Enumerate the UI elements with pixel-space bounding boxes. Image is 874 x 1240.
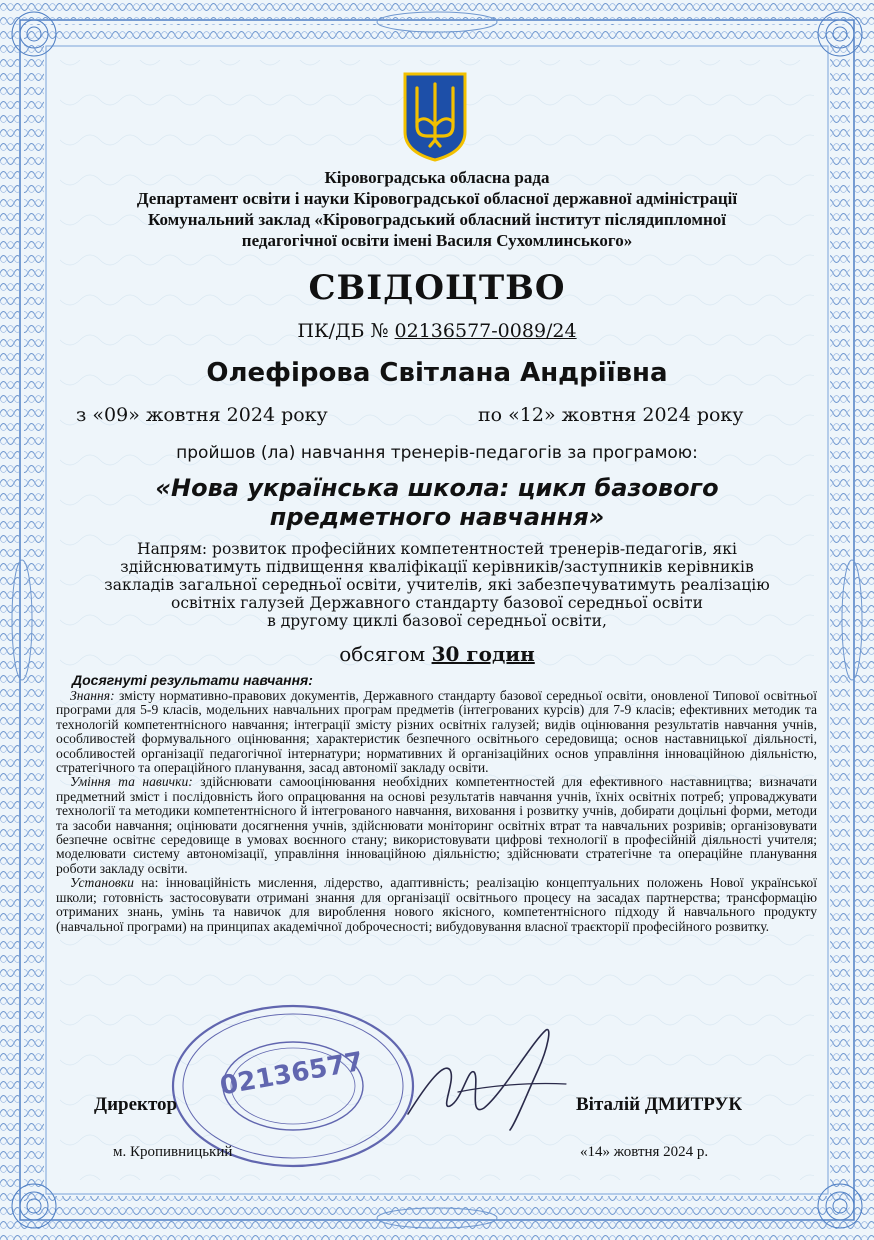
results-heading: Досягнуті результати навчання: <box>72 672 313 688</box>
issuer-line-4: педагогічної освіти імені Василя Сухомлинського» <box>241 231 633 250</box>
signatory-name: Віталій ДМИТРУК <box>576 1094 743 1115</box>
direction-line-2: здійснюватимуть підвищення кваліфікації керівників/заступників керівників <box>120 558 754 576</box>
knowledge-text: змісту нормативно-правових документів, Державного стандарту базової середньої освіти, оновленої Типової освітньої програми для 5-9 класів, модельних навчальних програм предметів (інтегрованих курсів) для 7-9 класів; ефективних методик та технологій компетентнісного навчання; інтеграції змісту різних освітніх галузей; видів оцінювання результатів навчання учнів, особливостей формувального оцінювання; характеристик безпечного освітнього середовища; основ наставницької діяльності, особливостей організації педагогічної інтернатури; нормативних й організаційних основ управління інноваційною діяльністю, стратегічного та операційного планування, засад автономії закладу освіти. <box>56 688 817 776</box>
attitudes-text: на: інноваційність мислення, лідерство, адаптивність; реалізацію концептуальних положень Нової української школи; готовність застосовувати отримані знання для організації освітнього процесу на засадах партнерства; трансформацію отриманих знань, умінь та навичок для вироблення нового якісного, компетентнісного підходу й навчального продукту (навчальної програми) на принципах академічної доброчесності; вибудовування власної траєкторії професійного розвитку. <box>56 875 817 934</box>
skills-label: Уміння та навички: <box>70 774 193 790</box>
attitudes-label: Установки <box>70 875 134 891</box>
director-signature <box>398 1022 578 1137</box>
program-title-line-2: предметного навчання» <box>269 503 605 531</box>
certificate-number <box>0 320 874 342</box>
direction-line-4: освітніх галузей Державного стандарту базової середньої освіти <box>171 594 703 612</box>
results-body <box>56 689 817 934</box>
course-volume <box>0 642 874 666</box>
issue-date: «14» жовтня 2024 р. <box>580 1144 709 1160</box>
issuer-line-2: Департамент освіти і науки Кіровоградської обласної державної адміністрації <box>136 189 738 208</box>
stamp-number: 02136577 <box>217 1046 366 1102</box>
direction-line-3: закладів загальної середньої освіти, учителів, які забезпечуватимуть реалізацію <box>104 576 770 594</box>
period-to: по «12» жовтня 2024 року <box>478 404 744 426</box>
attitudes-paragraph <box>56 876 817 934</box>
issuer-line-1: Кіровоградська обласна рада <box>324 168 550 187</box>
skills-paragraph <box>56 775 817 876</box>
issuer-line-3: Комунальний заклад «Кіровоградський обласний інститут післядипломної <box>148 210 726 229</box>
skills-text: здійснювати самооцінювання необхідних компетентностей для ефективного наставництва; визначати предметний зміст і послідовність його опрацювання на основі результатів навчання учнів, їхніх освітніх потреб; упроваджувати технології та методики компетентнісного й інтегрованого навчання, виховання і розвитку учнів, добирати доцільні форми, методи та засоби навчання; оцінювати досягнення учнів, здійснювати моніторинг освітніх втрат та навчальних розривів; організовувати безпечне освітнє середовище в умовах воєнного стану; використовувати цифрові технології в професійній діяльності учителя; моделювати систему автономізації, управління інноваційною діяльністю; здійснювати стратегічне та операційне планування роботи закладу освіти. <box>56 774 817 876</box>
passed-training-text: пройшов (ла) навчання тренерів-педагогів за програмою: <box>176 443 698 463</box>
recipient-name: Олефірова Світлана Андріївна <box>206 358 668 388</box>
coat-of-arms-trident-icon <box>401 70 469 162</box>
course-volume-hours: 30 годин <box>431 642 535 666</box>
period-from: з «09» жовтня 2024 року <box>76 404 328 426</box>
knowledge-label: Знання: <box>70 688 115 703</box>
certificate-number-value: 02136577-0089/24 <box>394 320 577 342</box>
issue-city: м. Кропивницький <box>113 1144 233 1160</box>
direction-line-5: в другому циклі базової середньої освіти, <box>267 612 607 630</box>
course-volume-prefix: обсягом <box>339 642 432 666</box>
knowledge-paragraph <box>56 689 817 775</box>
direction-line-1: Напрям: розвиток професійних компетентностей тренерів-педагогів, які <box>137 540 737 558</box>
program-title-line-1: «Нова українська школа: цикл базового <box>155 474 719 502</box>
certificate-number-prefix: ПК/ДБ № <box>297 320 389 342</box>
signatory-position: Директор <box>94 1094 178 1115</box>
document-title: СВІДОЦТВО <box>308 268 566 308</box>
